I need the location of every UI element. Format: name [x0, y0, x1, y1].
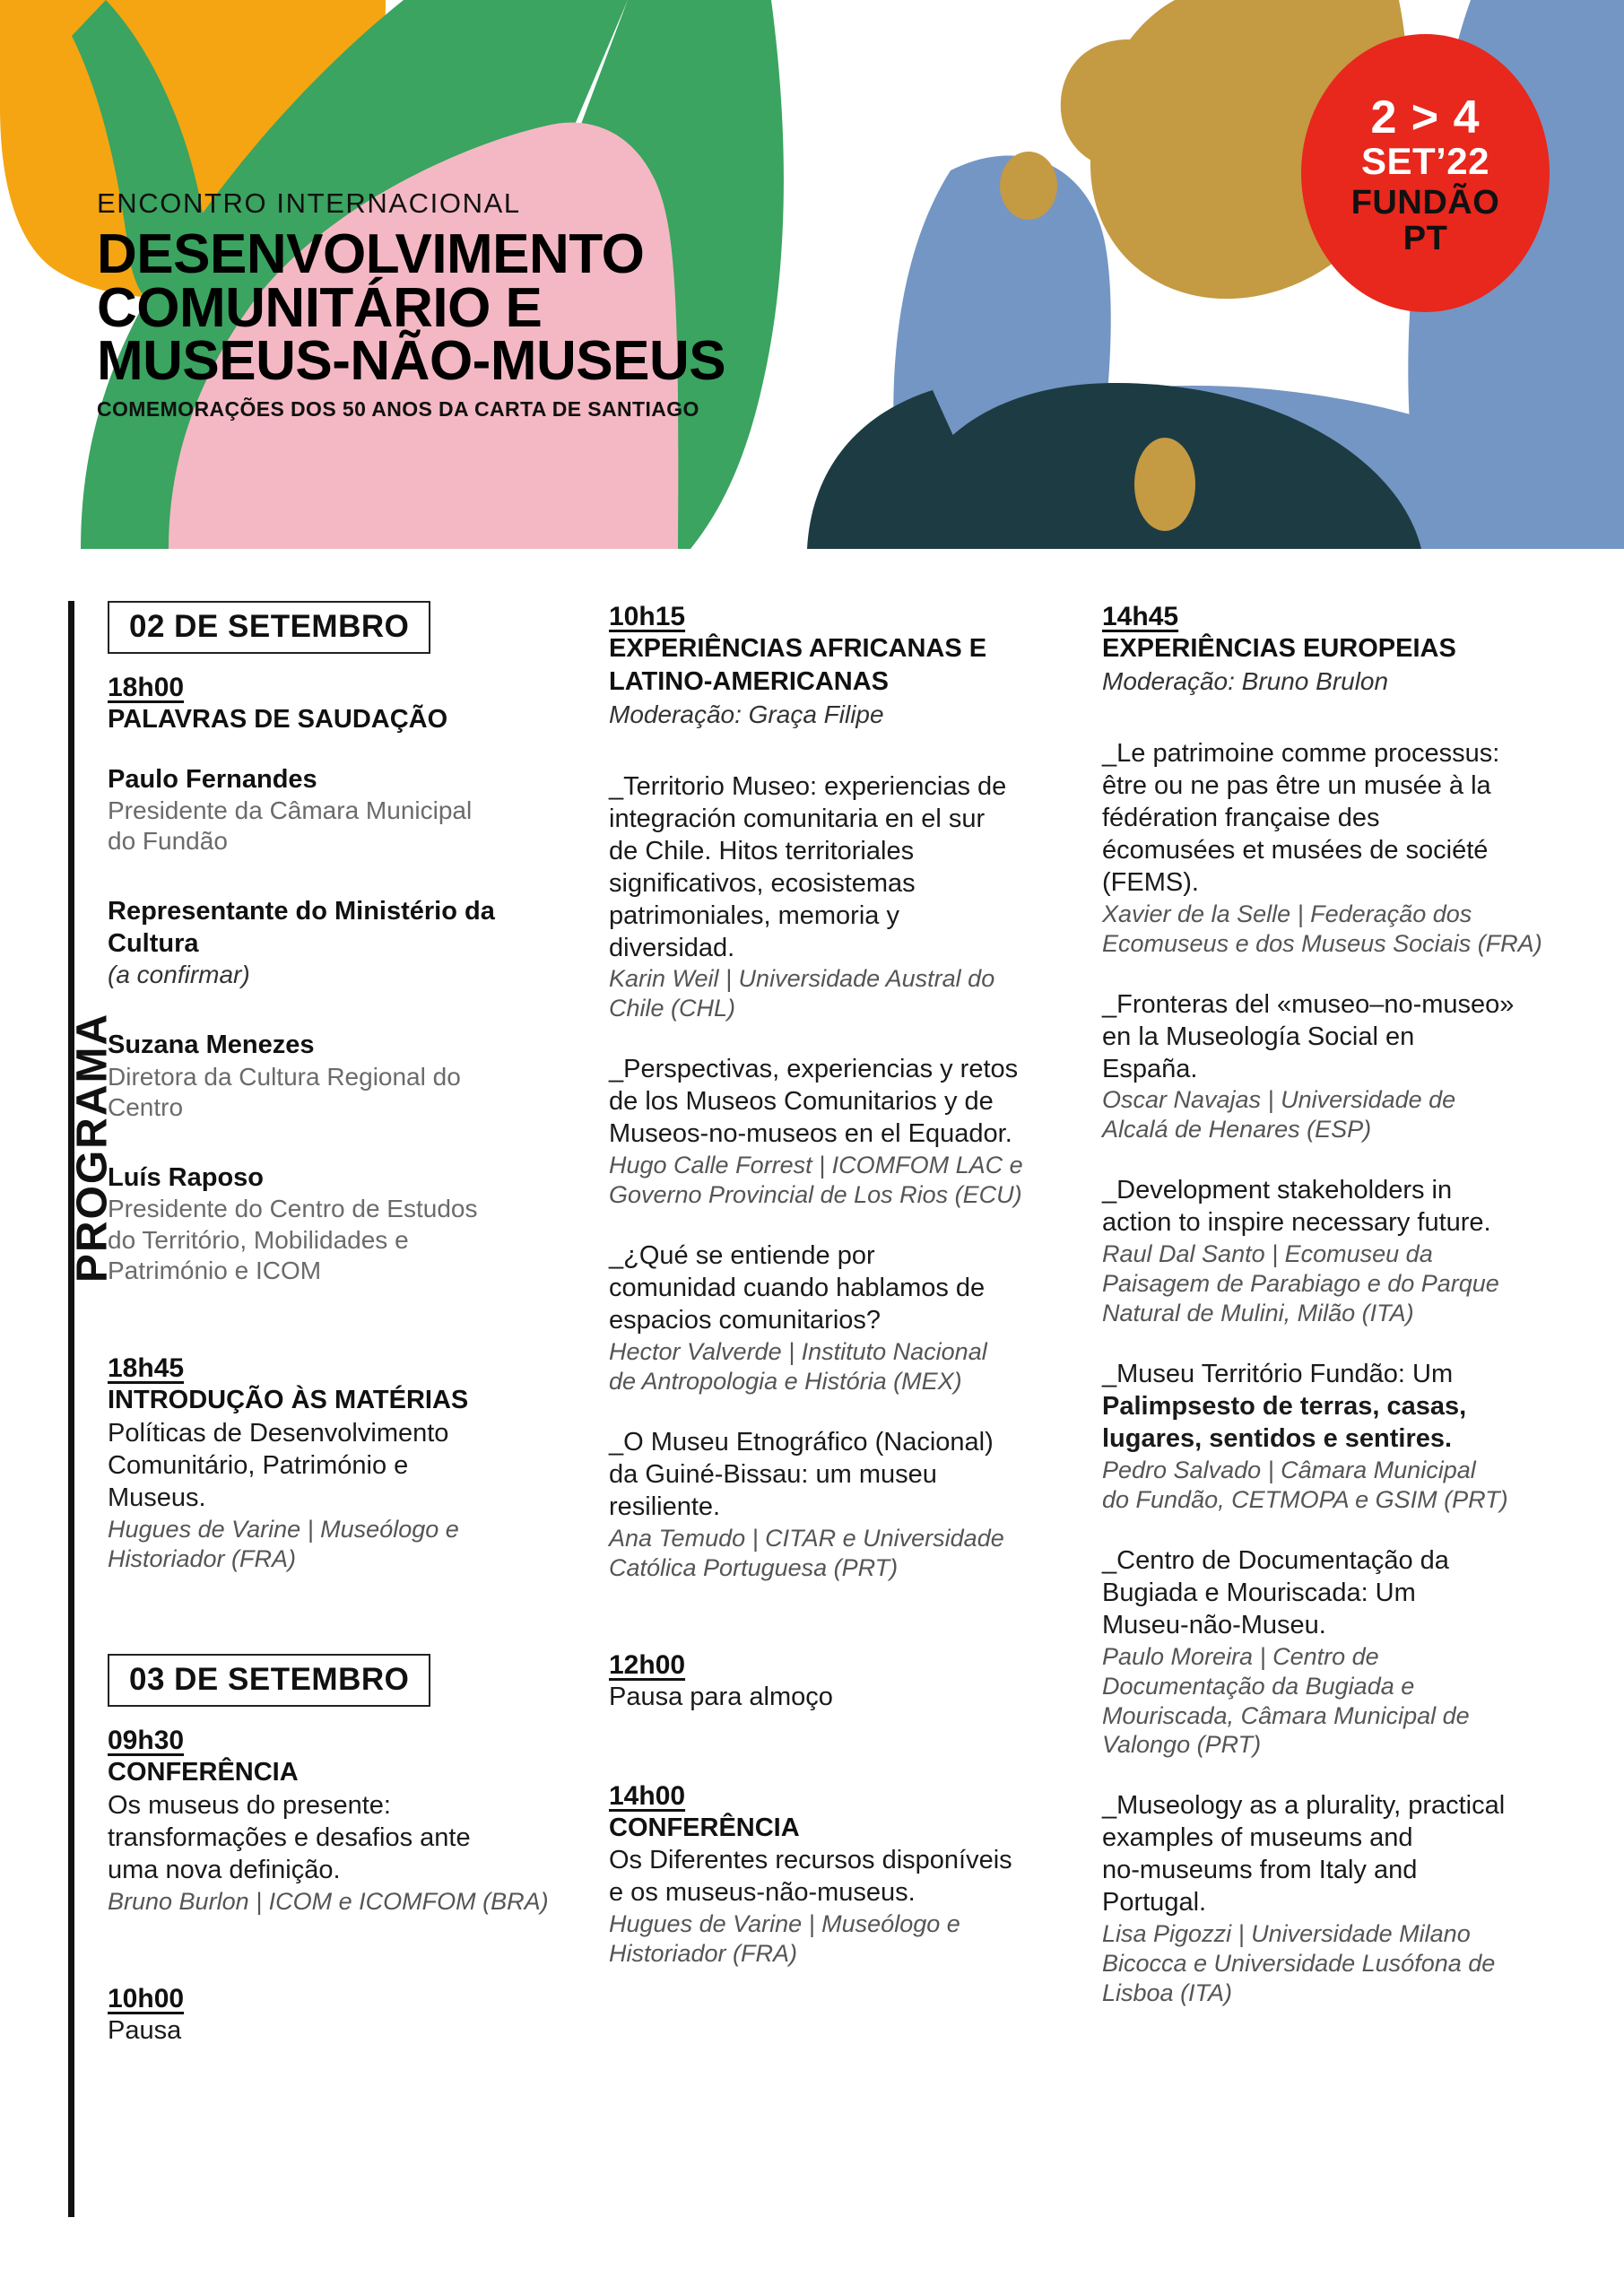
talk-speaker-line: Hector Valverde | Instituto Nacional: [609, 1337, 987, 1365]
session-title-14h45: EXPERIÊNCIAS EUROPEIAS: [1102, 634, 1456, 663]
session-12h00-almoco: [609, 1649, 1066, 1714]
talk-speaker-line: Pedro Salvado | Câmara Municipal: [1102, 1456, 1476, 1483]
talk-title-line: resiliente.: [609, 1492, 721, 1521]
talk-title-line: España.: [1102, 1054, 1198, 1083]
speaker-luis-raposo: [108, 1162, 574, 1286]
title-line-2: COMUNITÁRIO E: [97, 276, 543, 339]
talk-title-line: Museos-no-museos en el Equador.: [609, 1119, 1012, 1149]
badge-city: FUNDÃO: [1350, 184, 1500, 222]
talk-title-line: _Centro de Documentação da: [1102, 1545, 1449, 1575]
talk-fronteras-museo-no-museo: [1102, 989, 1577, 1145]
session-desc-line: e os museus-não-museus.: [609, 1878, 916, 1908]
hero-title-block: [97, 188, 725, 422]
talk-museu-etnografico: [609, 1427, 1066, 1583]
talk-title-line: comunidad cuando hablamos de: [609, 1274, 986, 1303]
talk-speaker-line: Alcalá de Henares (ESP): [1102, 1116, 1372, 1144]
talk-speaker-line: Karin Weil | Universidade Austral do: [609, 965, 995, 993]
session-title-line: LATINO-AMERICANAS: [609, 666, 889, 696]
session-desc-line: uma nova definição.: [108, 1856, 341, 1885]
session-speaker-line: Bruno Burlon | ICOM e ICOMFOM (BRA): [108, 1888, 549, 1916]
session-time-18h00: 18h00: [108, 673, 185, 702]
speaker-suzana-menezes: [108, 1030, 574, 1123]
spacer: [108, 1317, 574, 1352]
session-desc-line: Pausa para almoço: [609, 1682, 833, 1711]
talk-title-line: _Territorio Museo: experiencias de: [609, 771, 1007, 801]
event-subtitle: COMEMORAÇÕES DOS 50 ANOS DA CARTA DE SANTIAGO: [97, 396, 699, 421]
session-speaker-line: Hugues de Varine | Museólogo e: [108, 1515, 459, 1543]
session-time-14h00: 14h00: [609, 1780, 686, 1811]
talk-title-line: fédération française des: [1102, 803, 1380, 832]
session-time-10h15: 10h15: [609, 602, 686, 631]
talk-title-line: Bugiada e Mouriscada: Um: [1102, 1578, 1416, 1607]
event-kicker: ENCONTRO INTERNACIONAL: [97, 187, 521, 219]
talk-speaker-line: de Antropologia e História (MEX): [609, 1367, 962, 1395]
speaker-role-line: Presidente do Centro de Estudos: [108, 1195, 478, 1223]
spacer: [609, 1613, 1066, 1649]
session-desc-line: Museus.: [108, 1483, 206, 1512]
talk-title-line: de Chile. Hitos territoriales: [609, 836, 915, 865]
session-title-18h45: INTRODUÇÃO ÀS MATÉRIAS: [108, 1385, 469, 1414]
talk-title-line: espacios comunitarios?: [609, 1305, 881, 1335]
talk-title-line: _Fronteras del «museo–no-museo»: [1102, 989, 1515, 1019]
session-time-14h45: 14h45: [1102, 602, 1179, 631]
talk-speaker-line: Raul Dal Santo | Ecomuseu da: [1102, 1240, 1433, 1268]
programme-body: [0, 549, 1624, 2296]
speaker-name: Paulo Fernandes: [108, 764, 317, 794]
speaker-note: (a confirmar): [108, 961, 250, 989]
programme-rail-label: PROGRAMA: [68, 1012, 117, 1283]
speaker-role-line: do Território, Mobilidades e: [108, 1225, 409, 1254]
session-time-18h45: 18h45: [108, 1352, 185, 1383]
session-desc-line: transformações e desafios ante: [108, 1823, 471, 1853]
session-14h45: [1102, 601, 1577, 697]
talk-speaker-line: Católica Portuguesa (PRT): [609, 1553, 899, 1581]
talk-speaker-line: Chile (CHL): [609, 995, 736, 1022]
talk-title-line: action to inspire necessary future.: [1102, 1208, 1491, 1238]
spacer: [108, 1006, 574, 1030]
talk-speaker-line: Lisa Pigozzi | Universidade Milano: [1102, 1920, 1471, 1948]
talk-speaker-line: Hugo Calle Forrest | ICOMFOM LAC e: [609, 1152, 1023, 1179]
programme-rail-line: [68, 601, 74, 2217]
talk-museology-as-plurality: [1102, 1790, 1577, 2008]
speaker-role-line: Diretora da Cultura Regional do: [108, 1062, 461, 1091]
talk-speaker-line: Paulo Moreira | Centro de: [1102, 1642, 1379, 1670]
spacer: [609, 735, 1066, 771]
talk-title-line: _Perspectivas, experiencias y retos: [609, 1055, 1019, 1084]
talk-speaker-line: do Fundão, CETMOPA e GSIM (PRT): [1102, 1485, 1508, 1513]
date-badge: [1301, 34, 1550, 312]
talk-title-line: Portugal.: [1102, 1888, 1207, 1918]
badge-month-year: SET’22: [1360, 139, 1490, 182]
session-18h45: [108, 1352, 574, 1574]
talk-title-line: Palimpsesto de terras, casas,: [1102, 1392, 1467, 1421]
talk-title-line: _Museu Território Fundão: Um: [1102, 1360, 1454, 1389]
talk-title-line: _Le patrimoine comme processus:: [1102, 738, 1500, 768]
talk-centro-documentacao-bugiada: [1102, 1545, 1577, 1761]
talk-title-line: diversidad.: [609, 933, 735, 962]
session-10h15: [609, 601, 1066, 730]
session-speaker-line: Hugues de Varine | Museólogo e: [609, 1910, 960, 1938]
session-title-14h00: CONFERÊNCIA: [609, 1813, 800, 1842]
session-desc-line: Políticas de Desenvolvimento: [108, 1418, 449, 1448]
speaker-role-line: Património e ICOM: [108, 1256, 322, 1284]
talk-title-line: _¿Qué se entiende por: [609, 1241, 875, 1271]
talk-speaker-line: Xavier de la Selle | Federação dos: [1102, 900, 1472, 927]
session-speaker-line: Historiador (FRA): [108, 1544, 297, 1572]
spacer: [108, 1947, 574, 1983]
shape-gold-dot: [1000, 152, 1057, 220]
talk-que-se-entiende: [609, 1240, 1066, 1396]
speaker-name: Luís Raposo: [108, 1163, 265, 1193]
session-09h30: [108, 1725, 574, 1917]
session-time-09h30: 09h30: [108, 1726, 185, 1756]
talk-title-line: _Development stakeholders in: [1102, 1176, 1453, 1205]
spacer: [108, 741, 574, 764]
talk-perspectivas-equador: [609, 1054, 1066, 1210]
talk-title-line: (FEMS).: [1102, 867, 1199, 897]
talk-title-line: significativos, ecosistemas: [609, 868, 916, 898]
talk-development-stakeholders: [1102, 1175, 1577, 1328]
talk-speaker-line: Mouriscada, Câmara Municipal de: [1102, 1701, 1470, 1729]
talk-title-line: de los Museos Comunitarios y de: [609, 1087, 994, 1117]
talk-title-line: patrimoniales, memoria y: [609, 900, 899, 930]
talk-speaker-line: Ecomuseus e dos Museus Sociais (FRA): [1102, 929, 1542, 957]
session-14h00: [609, 1780, 1066, 1970]
session-desc-line: Comunitário, Património e: [108, 1450, 409, 1480]
column-european-sessions: [1102, 601, 1577, 2039]
talk-title-line: da Guiné-Bissau: um museu: [609, 1459, 937, 1489]
speaker-name: Cultura: [108, 928, 199, 958]
session-time-12h00: 12h00: [609, 1649, 686, 1680]
talk-title-line: écomusées et musées de société: [1102, 835, 1489, 865]
day-heading-02: [108, 601, 430, 654]
talk-speaker-line: Ana Temudo | CITAR e Universidade: [609, 1524, 1004, 1552]
page-title: [97, 223, 726, 393]
speaker-name: Suzana Menezes: [108, 1031, 315, 1060]
title-line-3: MUSEUS-NÃO-MUSEUS: [97, 330, 726, 393]
talk-speaker-line: Documentação da Bugiada e: [1102, 1672, 1415, 1700]
talk-speaker-line: Oscar Navajas | Universidade de: [1102, 1086, 1456, 1114]
talk-museu-territorio-fundao: [1102, 1359, 1577, 1515]
talk-territorio-museo: [609, 771, 1066, 1024]
speaker-paulo-fernandes: [108, 764, 574, 857]
speaker-role-line: Presidente da Câmara Municipal: [108, 796, 473, 825]
talk-title-line: être ou ne pas être un musée à la: [1102, 770, 1491, 800]
talk-title-line: examples of museums and: [1102, 1823, 1413, 1853]
talk-speaker-line: Natural de Mulini, Milão (ITA): [1102, 1300, 1414, 1327]
talk-title-line: Museu-não-Museu.: [1102, 1610, 1326, 1639]
column-day-02: [108, 601, 574, 2078]
session-desc-line: Os museus do presente:: [108, 1791, 391, 1821]
talk-speaker-line: Bicocca e Universidade Lusófona de: [1102, 1950, 1496, 1978]
day-heading-02-label: 02 DE SETEMBRO: [129, 609, 410, 644]
column-morning-sessions: [609, 601, 1066, 1999]
session-title-18h00: PALAVRAS DE SAUDAÇÃO: [108, 705, 448, 734]
spacer: [609, 1744, 1066, 1780]
session-desc-line: Os Diferentes recursos disponíveis: [609, 1846, 1012, 1875]
session-time-10h00: 10h00: [108, 1984, 185, 2014]
day-heading-03-label: 03 DE SETEMBRO: [129, 1662, 410, 1698]
spacer: [108, 1139, 574, 1162]
talk-speaker-line: Valongo (PRT): [1102, 1731, 1262, 1759]
talk-le-patrimoine: [1102, 738, 1577, 959]
spacer: [1102, 702, 1577, 738]
badge-dates: 2 > 4: [1370, 91, 1481, 144]
talk-speaker-line: Lisboa (ITA): [1102, 1979, 1233, 2007]
speaker-role-line: do Fundão: [108, 827, 228, 856]
talk-speaker-line: Governo Provincial de Los Rios (ECU): [609, 1181, 1022, 1209]
badge-country: PT: [1403, 220, 1448, 258]
speaker-name: Representante do Ministério da: [108, 897, 495, 926]
hero-artwork: [0, 0, 1624, 549]
shape-gold-lobe: [1061, 39, 1184, 169]
talk-title-line: _Museology as a plurality, practical: [1102, 1791, 1506, 1821]
session-moderator: Moderação: Bruno Brulon: [1102, 666, 1389, 695]
shape-gold-oval-in-teal: [1134, 438, 1195, 531]
session-title-09h30: CONFERÊNCIA: [108, 1758, 299, 1787]
session-10h00-pausa: [108, 1983, 574, 2048]
talk-title-line: lugares, sentidos e sentires.: [1102, 1423, 1453, 1453]
session-speaker-line: Historiador (FRA): [609, 1940, 798, 1968]
session-desc-line: Pausa: [108, 2016, 182, 2046]
talk-title-line: _O Museu Etnográfico (Nacional): [609, 1427, 994, 1457]
talk-title-line: en la Museología Social en: [1102, 1022, 1415, 1051]
talk-speaker-line: Paisagem de Parabiago e do Parque: [1102, 1270, 1499, 1298]
speaker-representante-ministerio: [108, 896, 574, 990]
talk-title-line: integración comunitaria en el sur: [609, 804, 986, 833]
session-moderator: Moderação: Graça Filipe: [609, 700, 884, 728]
session-title-line: EXPERIÊNCIAS AFRICANAS E: [609, 634, 987, 663]
title-line-1: DESENVOLVIMENTO: [97, 223, 645, 286]
day-heading-03: [108, 1654, 430, 1707]
talk-title-line: no-museums from Italy and: [1102, 1856, 1418, 1885]
speaker-role-line: Centro: [108, 1092, 184, 1121]
spacer: [108, 1604, 574, 1654]
spacer: [108, 873, 574, 896]
